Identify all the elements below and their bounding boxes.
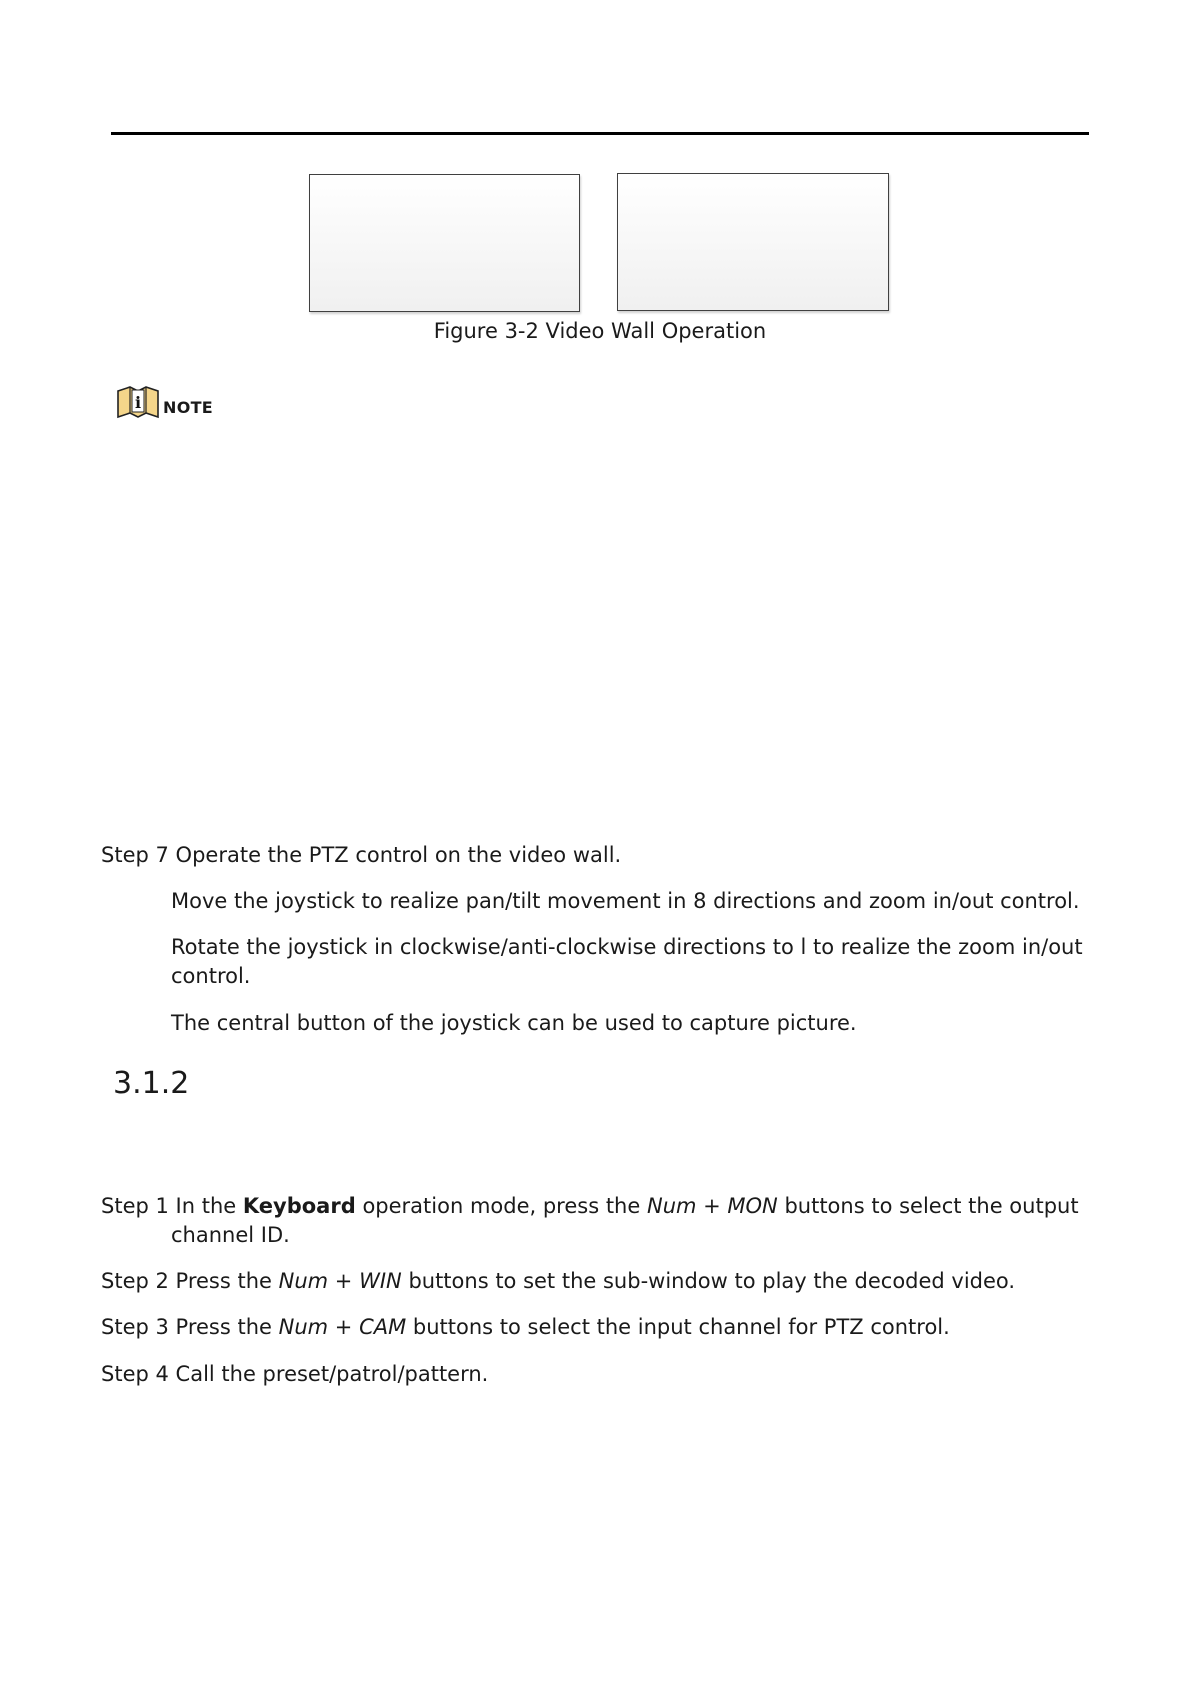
num-win-buttons: Num + WIN: [278, 1269, 402, 1293]
step-4-label: Step 4: [101, 1362, 169, 1386]
step-1-label: Step 1: [101, 1194, 169, 1218]
step-3: Step 3 Press the Num + CAM buttons to select the input channel for PTZ control.: [101, 1315, 950, 1339]
step-3-label: Step 3: [101, 1315, 169, 1339]
step-2-label: Step 2: [101, 1269, 169, 1293]
step-7: [101, 841, 621, 870]
figure-caption: Figure 3-2 Video Wall Operation: [433, 319, 767, 343]
step-4-text: Call the preset/patrol/pattern.: [175, 1362, 489, 1386]
num-mon-buttons: Num + MON: [646, 1194, 778, 1218]
note-book-icon: [116, 385, 160, 419]
keyboard-mode-term: Keyboard: [242, 1194, 356, 1218]
note-callout: [116, 383, 213, 419]
header-rule: [111, 132, 1089, 135]
step-1: Step 1 In the Keyboard operation mode, press the Num + MON buttons to select the output: [101, 1194, 1079, 1218]
step-4: [101, 1360, 488, 1389]
note-label: NOTE: [163, 398, 214, 417]
svg-text:i: i: [134, 393, 142, 412]
bullet-joystick-move: Move the joystick to realize pan/tilt movement in 8 directions and zoom in/out control.: [171, 889, 1080, 913]
bullet-joystick-rotate: Rotate the joystick in clockwise/anti-clockwise directions to l to realize the zoom in/out: [171, 935, 1083, 959]
video-wall-screen-right: [617, 173, 889, 311]
num-cam-buttons: Num + CAM: [278, 1315, 407, 1339]
step-2: Step 2 Press the Num + WIN buttons to set the sub-window to play the decoded video.: [101, 1269, 1016, 1293]
bullet-joystick-rotate-cont: control.: [171, 964, 251, 988]
bullet-central-button: The central button of the joystick can be used to capture picture.: [171, 1011, 857, 1035]
video-wall-screen-left: [309, 174, 580, 312]
step-7-text: Operate the PTZ control on the video wall.: [175, 843, 622, 867]
section-heading-number: 3.1.2: [113, 1066, 190, 1101]
step-1-cont: channel ID.: [171, 1223, 290, 1247]
step-7-label: Step 7: [101, 843, 169, 867]
